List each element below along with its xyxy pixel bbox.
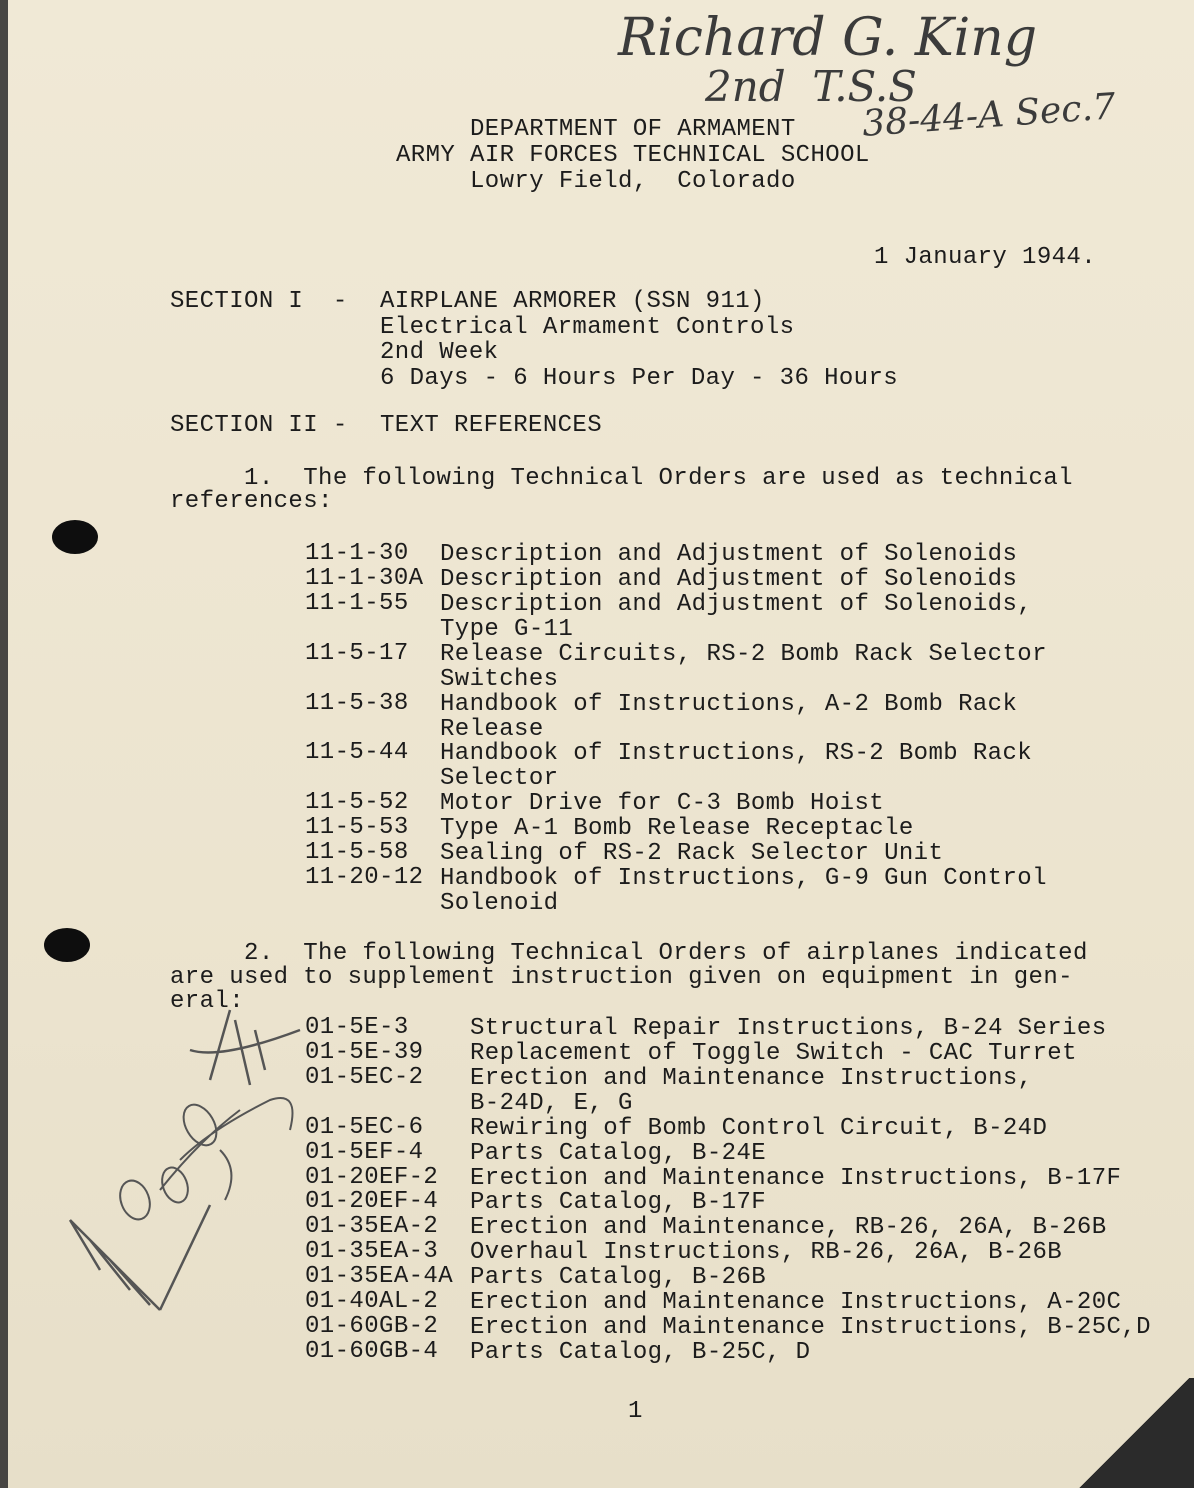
reference-number: 01-60GB-4: [305, 1338, 439, 1365]
header-school: ARMY AIR FORCES TECHNICAL SCHOOL: [396, 142, 870, 169]
reference-description: Erection and Maintenance Instructions, B-24D, E, G: [470, 1065, 1033, 1117]
reference-number: 01-5E-39: [305, 1039, 424, 1066]
reference-number: 11-5-38: [305, 690, 409, 717]
reference-description: Structural Repair Instructions, B-24 Series: [470, 1015, 1107, 1042]
paragraph-2-line-1: 2. The following Technical Orders of airplanes indicated: [170, 940, 1088, 967]
section-1-subtitle: Electrical Armament Controls: [380, 314, 795, 341]
document-date: 1 January 1944.: [874, 244, 1097, 271]
reference-number: 01-35EA-4A: [305, 1263, 454, 1290]
reference-number: 01-40AL-2: [305, 1288, 439, 1315]
section-1-label: SECTION I -: [170, 288, 348, 315]
reference-description: Handbook of Instructions, G-9 Gun Control Solenoid: [440, 865, 1047, 917]
section-2-label: SECTION II -: [170, 412, 348, 439]
reference-description: Rewiring of Bomb Control Circuit, B-24D: [470, 1115, 1048, 1142]
page-number: 1: [628, 1398, 643, 1425]
section-2-title: TEXT REFERENCES: [380, 412, 603, 439]
page-corner-shadow: [1074, 1378, 1194, 1488]
reference-description: Description and Adjustment of Solenoids: [440, 566, 1018, 593]
reference-description: Release Circuits, RS-2 Bomb Rack Selector Switches: [440, 641, 1047, 693]
section-1-week: 2nd Week: [380, 339, 499, 366]
reference-number: 11-20-12: [305, 864, 424, 891]
handwritten-name: Richard G. King: [618, 8, 1038, 68]
reference-number: 11-5-58: [305, 839, 409, 866]
header-location: Lowry Field, Colorado: [470, 168, 796, 195]
header-department: DEPARTMENT OF ARMAMENT: [470, 116, 796, 143]
reference-description: Motor Drive for C-3 Bomb Hoist: [440, 790, 885, 817]
paragraph-1-line-1: 1. The following Technical Orders are used as technical: [170, 465, 1073, 492]
reference-description: Replacement of Toggle Switch - CAC Turret: [470, 1040, 1077, 1067]
reference-description: Erection and Maintenance, RB-26, 26A, B-26B: [470, 1214, 1107, 1241]
reference-description: Overhaul Instructions, RB-26, 26A, B-26B: [470, 1239, 1063, 1266]
reference-number: 11-5-53: [305, 814, 409, 841]
reference-description: Erection and Maintenance Instructions, A-20C: [470, 1289, 1122, 1316]
reference-description: Type A-1 Bomb Release Receptacle: [440, 815, 914, 842]
reference-number: 01-20EF-4: [305, 1188, 439, 1215]
paragraph-2-line-3: eral:: [170, 988, 245, 1015]
reference-description: Handbook of Instructions, RS-2 Bomb Rack Selector: [440, 740, 1033, 792]
page-edge-shadow: [0, 0, 8, 1488]
reference-number: 11-1-30: [305, 540, 409, 567]
reference-number: 01-5EC-2: [305, 1064, 424, 1091]
section-1-hours: 6 Days - 6 Hours Per Day - 36 Hours: [380, 365, 899, 392]
reference-number: 11-5-44: [305, 739, 409, 766]
reference-number: 11-1-55: [305, 590, 409, 617]
reference-description: Handbook of Instructions, A-2 Bomb Rack Release: [440, 691, 1018, 743]
reference-number: 01-35EA-3: [305, 1238, 439, 1265]
reference-description: Parts Catalog, B-17F: [470, 1189, 767, 1216]
reference-number: 01-60GB-2: [305, 1313, 439, 1340]
reference-description: Description and Adjustment of Solenoids: [440, 541, 1018, 568]
reference-description: Parts Catalog, B-24E: [470, 1140, 767, 1167]
reference-number: 01-20EF-2: [305, 1164, 439, 1191]
reference-description: Parts Catalog, B-25C, D: [470, 1339, 811, 1366]
reference-number: 11-5-52: [305, 789, 409, 816]
reference-number: 01-35EA-2: [305, 1213, 439, 1240]
reference-number: 01-5E-3: [305, 1014, 409, 1041]
paragraph-2-line-2: are used to supplement instruction given on equipment in gen-: [170, 964, 1073, 991]
handwritten-code: 38-44-A Sec.7: [860, 86, 1117, 145]
section-1-title: AIRPLANE ARMORER (SSN 911): [380, 288, 765, 315]
reference-description: Parts Catalog, B-26B: [470, 1264, 767, 1291]
reference-description: Sealing of RS-2 Rack Selector Unit: [440, 840, 944, 867]
reference-number: 11-5-17: [305, 640, 409, 667]
reference-description: Erection and Maintenance Instructions, B-17F: [470, 1165, 1122, 1192]
handwritten-unit: 2nd T.S.S: [705, 62, 917, 111]
reference-number: 01-5EF-4: [305, 1139, 424, 1166]
reference-number: 01-5EC-6: [305, 1114, 424, 1141]
punch-hole-icon: [44, 928, 90, 962]
paragraph-1-line-2: references:: [170, 488, 333, 515]
punch-hole-icon: [52, 520, 98, 554]
reference-description: Description and Adjustment of Solenoids, Type G-11: [440, 591, 1033, 643]
reference-description: Erection and Maintenance Instructions, B-25C,D: [470, 1314, 1151, 1341]
reference-number: 11-1-30A: [305, 565, 424, 592]
